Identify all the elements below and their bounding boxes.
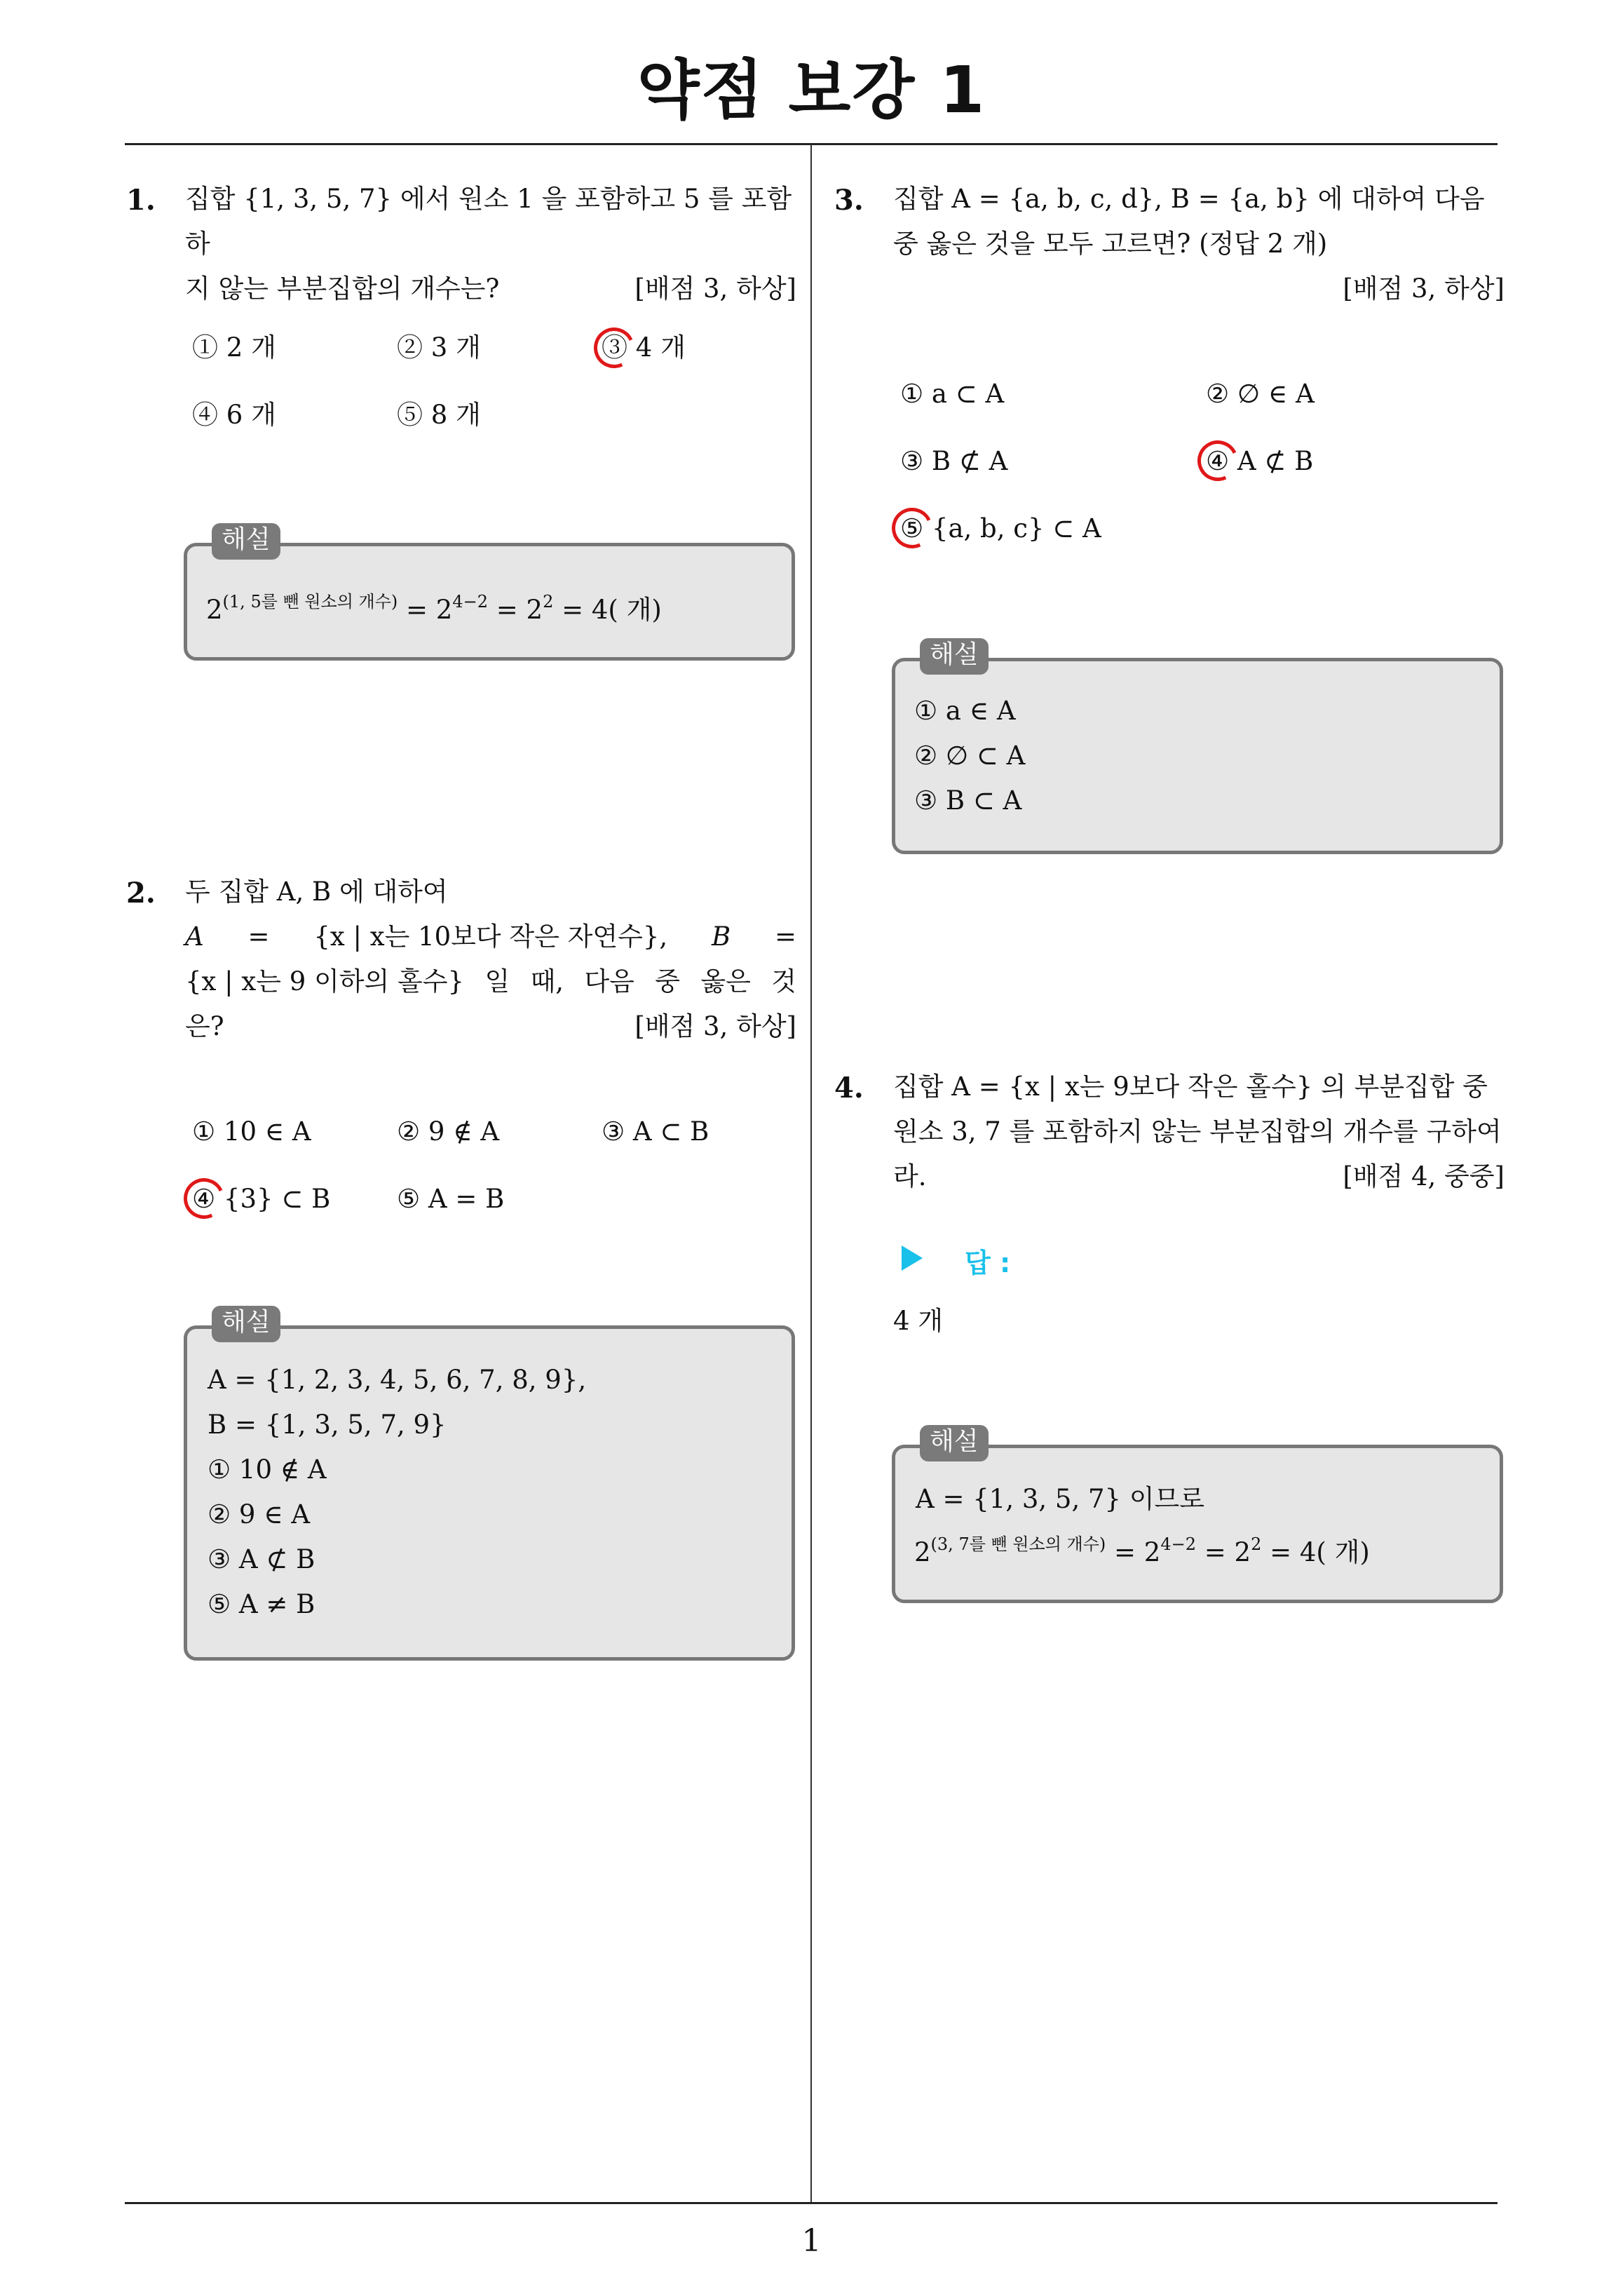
formula-exponent: 2 [1251, 1534, 1262, 1554]
solution-lines [914, 689, 1025, 823]
solution-line: B = {1, 3, 5, 7, 9} [208, 1410, 447, 1440]
solution-line: ⑤ A ≠ B [208, 1589, 315, 1619]
solution-tag: 해설 [920, 638, 989, 675]
question-text-line: 지 않는 부분집합의 개수는? [185, 274, 500, 304]
answer-mark-circle [178, 1173, 230, 1224]
answer-mark-circle [1192, 435, 1244, 487]
question-text-line: 은? [185, 1011, 224, 1041]
score-label: [배점 3, 하상] [634, 1011, 796, 1041]
solution-tag: 해설 [212, 523, 280, 560]
question-number: 1. [126, 184, 156, 217]
question-number: 4. [834, 1072, 864, 1105]
answer-value: 4 개 [893, 1306, 944, 1336]
question-text-part: = [247, 921, 270, 952]
question-number: 2. [126, 877, 156, 910]
score-label: [배점 4, 중중] [1343, 1161, 1505, 1191]
choice-option[interactable]: ① a ⊂ A [900, 379, 1005, 409]
question-text-part: 중 [655, 966, 681, 997]
answer-mark-circle [886, 502, 938, 554]
answer-arrow-icon [902, 1245, 923, 1271]
solution-lines [208, 1358, 586, 1627]
question-text-part: B [711, 921, 731, 952]
choice-option[interactable]: ⑤ A = B [397, 1184, 505, 1214]
footer-rule [125, 2202, 1498, 2204]
solution-line: A = {1, 2, 3, 4, 5, 6, 7, 8, 9}, [208, 1365, 587, 1395]
formula-part: = 4( 개) [553, 595, 662, 625]
solution-formula [914, 1522, 1370, 1575]
choice-option[interactable]: ② 3 개 [397, 332, 481, 363]
question-4-text [893, 1065, 1505, 1199]
choice-option[interactable]: ③ B ⊄ A [900, 446, 1008, 476]
question-text-part: {x | x는 10보다 작은 자연수}, [313, 921, 668, 952]
solution-line: A = {1, 3, 5, 7} 이므로 [916, 1484, 1205, 1514]
choice-option[interactable]: ② ∅ ∈ A [1206, 379, 1315, 409]
solution-line: ③ B ⊂ A [914, 785, 1022, 816]
formula-part: = 2 [398, 595, 453, 625]
question-1-text [185, 177, 796, 311]
choice-option[interactable]: ② 9 ∉ A [397, 1116, 500, 1147]
question-2-text [185, 870, 796, 1049]
answer-label: 답 : [965, 1248, 1011, 1278]
question-text-line: 라. [893, 1161, 927, 1191]
formula-exponent: 2 [543, 592, 554, 612]
question-text-part: 일 [484, 966, 510, 997]
formula-exponent: 4−2 [1160, 1534, 1196, 1554]
score-label: [배점 3, 하상] [1343, 274, 1505, 304]
choice-option[interactable]: ④ 6 개 [192, 400, 276, 430]
solution-line: ③ A ⊄ B [208, 1544, 315, 1574]
question-text-part: = [774, 921, 796, 952]
formula-part: = 4( 개) [1261, 1537, 1370, 1567]
solution-line: ① 10 ∉ A [208, 1454, 327, 1485]
page-number: 1 [801, 2223, 822, 2259]
solution-line: ② 9 ∈ A [208, 1499, 311, 1529]
answer-mark-circle [588, 322, 640, 374]
question-number: 3. [834, 184, 864, 217]
choice-option[interactable]: ⑤ 8 개 [397, 400, 481, 430]
question-text-part: {x | x는 9 이하의 홀수} [185, 966, 465, 997]
formula-part: = 2 [1106, 1537, 1161, 1567]
question-text-part: 때, [530, 966, 564, 997]
formula-exponent: 4−2 [452, 592, 488, 612]
formula-exponent: (1, 5를 뺀 원소의 개수) [222, 592, 398, 612]
formula-base: 2 [206, 595, 223, 625]
question-text-line: 집합 {1, 3, 5, 7} 에서 원소 1 을 포함하고 5 를 포함하 [185, 184, 792, 259]
choice-option[interactable]: ③ 4 개 [602, 332, 686, 363]
solution-line: ① a ∈ A [914, 696, 1016, 726]
solution-tag: 해설 [920, 1425, 989, 1461]
question-text-part: 옳은 [700, 966, 751, 997]
choice-option[interactable]: ④ A ⊄ B [1206, 446, 1314, 476]
formula-base: 2 [914, 1537, 931, 1567]
question-text-part: 것 [771, 966, 796, 997]
question-text-line: 집합 A = {x | x는 9보다 작은 홀수} 의 부분집합 중 [893, 1072, 1488, 1102]
question-text-line: 집합 A = {a, b, c, d}, B = {a, b} 에 대하여 다음 [893, 184, 1485, 214]
formula-part: = 2 [487, 595, 543, 625]
page-title: 약점 보강 1 [637, 53, 986, 128]
solution-tag: 해설 [212, 1306, 280, 1342]
choice-option[interactable]: ③ A ⊂ B [602, 1116, 709, 1147]
choice-option[interactable]: ① 10 ∈ A [192, 1116, 311, 1147]
question-3-text [893, 177, 1505, 311]
formula-part: = 2 [1195, 1537, 1251, 1567]
score-label: [배점 3, 하상] [634, 274, 796, 304]
question-text-line: 원소 3, 7 를 포함하지 않는 부분집합의 개수를 구하여 [893, 1116, 1502, 1147]
question-text-line: 중 옳은 것을 모두 고르면? (정답 2 개) [893, 229, 1328, 259]
solution-formula [206, 579, 662, 633]
choice-option[interactable]: ⑤ {a, b, c} ⊂ A [900, 513, 1101, 543]
question-text-part: A [185, 921, 204, 952]
formula-exponent: (3, 7를 뺀 원소의 개수) [930, 1534, 1106, 1554]
question-text-part: 다음 [584, 966, 634, 997]
solution-line: ② ∅ ⊂ A [914, 741, 1026, 771]
choice-option[interactable]: ④ {3} ⊂ B [192, 1184, 331, 1214]
column-divider [810, 144, 812, 2202]
question-text-line: 두 집합 A, B 에 대하여 [185, 877, 448, 907]
choice-option[interactable]: ① 2 개 [192, 332, 276, 363]
